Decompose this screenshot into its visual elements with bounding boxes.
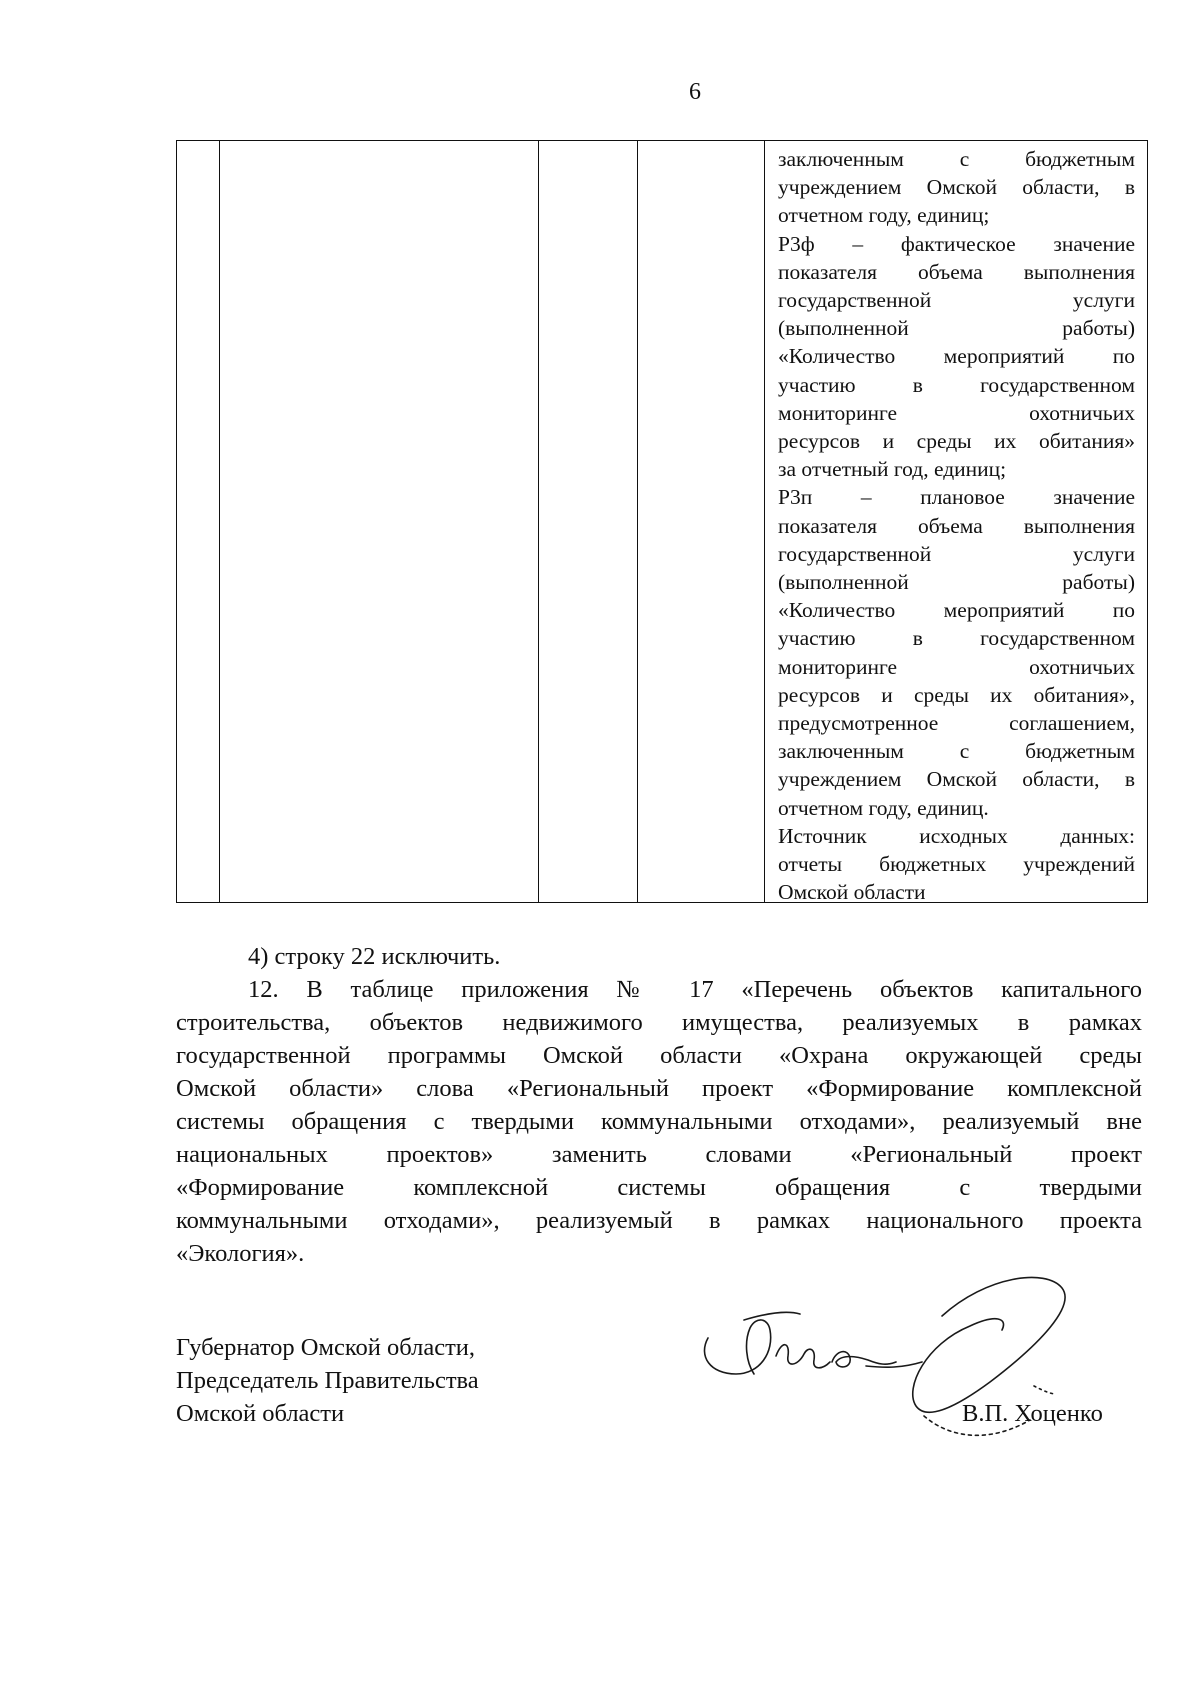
cell-line: мониторинге охотничьих <box>778 400 1135 425</box>
cell-line: «Количество мероприятий по <box>778 344 1135 369</box>
cell-line: ресурсов и среды их обитания», <box>778 682 1135 707</box>
item-12-line: «Экология». <box>176 1240 305 1267</box>
table-cell-indicator <box>220 141 539 903</box>
item-12-line: Омской области» слова «Региональный проект «Формирование комплексной <box>176 1075 1142 1102</box>
cell-line: отчеты бюджетных учреждений <box>778 852 1135 877</box>
signatory-title-line: Губернатор Омской области, <box>176 1334 476 1361</box>
cell-line: заключенным с бюджетным <box>778 147 1135 171</box>
cell-line: отчетном году, единиц; <box>778 203 990 228</box>
cell-line: участию в государственном <box>778 626 1135 651</box>
table-cell-number <box>177 141 220 903</box>
signatory-title <box>176 1331 479 1430</box>
handwritten-signature <box>690 1270 1120 1470</box>
cell-line: государственной услуги <box>778 288 1135 313</box>
cell-line: заключенным с бюджетным <box>778 739 1135 764</box>
item-12-line: коммунальными отходами», реализуемый в рамках национального проекта <box>176 1207 1142 1234</box>
table-cell-formula <box>765 141 1148 903</box>
cell-line: Источник исходных данных: <box>778 823 1135 848</box>
cell-line: (выполненной работы) <box>778 316 1135 341</box>
item-12-line: 12. В таблице приложения № 17 «Перечень объектов капитального <box>248 976 1142 1003</box>
signatory-name: В.П. Хоценко <box>962 1400 1103 1427</box>
cell-line: «Количество мероприятий по <box>778 598 1135 623</box>
cell-line: Омской области <box>778 880 926 902</box>
item-12-line: системы обращения с твердыми коммунальными отходами», реализуемый вне <box>176 1108 1142 1135</box>
signatory-title-line: Председатель Правительства <box>176 1367 479 1394</box>
formula-text <box>765 141 1147 902</box>
cell-line: учреждением Омской области, в <box>778 767 1135 792</box>
table-row <box>177 141 1148 903</box>
item-4-paragraph: 4) строку 22 исключить. <box>248 943 501 970</box>
cell-line: предусмотренное соглашением, <box>778 711 1135 736</box>
table-cell-value <box>638 141 765 903</box>
item-12-line: «Формирование комплексной системы обращения с твердыми <box>176 1174 1142 1201</box>
item-12-line: государственной программы Омской области «Охрана окружающей среды <box>176 1042 1142 1069</box>
cell-line: Р3п – плановое значение <box>778 485 1135 510</box>
item-12-line: национальных проектов» заменить словами «Региональный проект <box>176 1141 1142 1168</box>
cell-line: Р3ф – фактическое значение <box>778 231 1135 256</box>
signatory-title-line: Омской области <box>176 1400 345 1427</box>
cell-line: показателя объема выполнения <box>778 259 1135 284</box>
amendment-text <box>176 940 1142 1270</box>
cell-line: за отчетный год, единиц; <box>778 457 1007 482</box>
cell-line: отчетном году, единиц. <box>778 795 989 820</box>
item-12-line: строительства, объектов недвижимого имущества, реализуемых в рамках <box>176 1009 1142 1036</box>
cell-line: учреждением Омской области, в <box>778 175 1135 200</box>
cell-line: мониторинге охотничьих <box>778 654 1135 679</box>
cell-line: участию в государственном <box>778 372 1135 397</box>
cell-line: ресурсов и среды их обитания» <box>778 429 1135 454</box>
page-number: 6 <box>689 79 701 105</box>
indicator-table <box>176 140 1148 903</box>
cell-line: (выполненной работы) <box>778 570 1135 595</box>
table-cell-unit <box>539 141 638 903</box>
cell-line: государственной услуги <box>778 541 1135 566</box>
cell-line: показателя объема выполнения <box>778 513 1135 538</box>
